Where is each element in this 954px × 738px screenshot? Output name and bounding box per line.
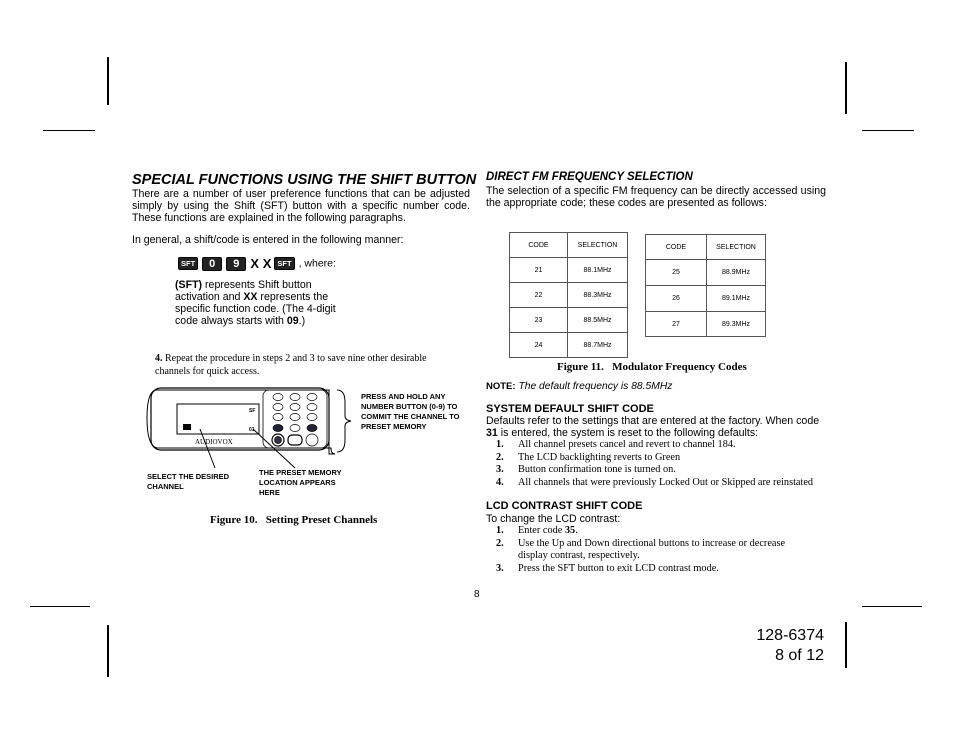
list-item-number: 1.: [496, 525, 504, 536]
list-item-number: 4.: [496, 476, 504, 488]
crop-mark: [845, 622, 847, 668]
lcd-contrast-list: [486, 525, 806, 575]
list-item: [486, 477, 831, 490]
list-item-end: .: [575, 525, 578, 536]
table-cell: 88.3MHz: [568, 283, 628, 308]
table-cell: 88.1MHz: [568, 258, 628, 283]
where-text: , where:: [298, 257, 336, 270]
table-cell: 24: [510, 333, 568, 358]
lcd-code: 35: [564, 525, 576, 536]
crop-mark: [107, 625, 109, 677]
sft-key-icon: SFT: [274, 257, 294, 270]
explain-xx: XX: [243, 291, 258, 303]
list-item-text: Use the Up and Down directional buttons to increase or decrease display contrast, respectively.: [518, 537, 786, 562]
frequency-table-2: [645, 234, 766, 337]
table-cell: 88.7MHz: [568, 333, 628, 358]
figure-11-caption: Figure 11. Modulator Frequency Codes: [557, 361, 747, 373]
note-line: [486, 381, 672, 392]
table-cell: 88.5MHz: [568, 308, 628, 333]
step-4: [155, 352, 455, 378]
sys-code: 31: [486, 427, 498, 439]
zero-key-icon: 0: [202, 257, 222, 271]
intro-paragraph: There are a number of user preference functions that can be adjusted simply by using the Shift (SFT) button with a specific number code. These functions are explained in the following paragraphs.: [132, 188, 470, 224]
explain-sft: (SFT): [175, 279, 203, 291]
explain-paragraph: [175, 279, 345, 327]
list-item: [486, 538, 806, 563]
sys-text-a: Defaults refer to the settings that are entered at the factory. When code: [486, 415, 820, 427]
nine-key-icon: 9: [226, 257, 246, 271]
crop-mark: [845, 62, 847, 114]
svg-text:01: 01: [249, 427, 255, 433]
xx-placeholder: X X: [250, 256, 272, 271]
section-title-fm: DIRECT FM FREQUENCY SELECTION: [486, 171, 693, 183]
fm-paragraph: The selection of a specific FM frequency can be directly accessed using the appropriate code; these codes are presented as follows:: [486, 185, 826, 209]
list-item-text: All channels that were previously Locked Out or Skipped are reinstated: [518, 476, 814, 488]
note-label: NOTE:: [486, 381, 516, 392]
table-cell: 89.1MHz: [707, 286, 766, 312]
table-cell: 21: [510, 258, 568, 283]
system-default-paragraph: [486, 415, 826, 439]
sys-text-b: is entered, the system is reset to the following defaults:: [497, 427, 759, 439]
list-item: [486, 452, 831, 465]
list-item-text: Button confirmation tone is turned on.: [518, 464, 676, 476]
list-item-text: The LCD backlighting reverts to Green: [518, 451, 681, 463]
figure-10-caption: Figure 10. Setting Preset Channels: [210, 514, 378, 526]
explain-t2: represents the specific function code. (The 4-digit code always starts with: [175, 291, 336, 327]
lcd-contrast-paragraph: To change the LCD contrast:: [486, 513, 621, 525]
crop-mark: [30, 606, 90, 607]
preset-location-annotation: THE PRESET MEMORY LOCATION APPEARS HERE: [259, 468, 342, 497]
general-paragraph: In general, a shift/code is entered in the following manner:: [132, 234, 404, 246]
sheet-count: 8 of 12: [775, 647, 824, 664]
table-header-selection: SELECTION: [568, 233, 628, 258]
system-default-title: SYSTEM DEFAULT SHIFT CODE: [486, 403, 654, 415]
crop-mark: [862, 606, 922, 607]
step-4-text: Repeat the procedure in steps 2 and 3 to save nine other desirable channels for quick access.: [155, 353, 427, 377]
step-4-number: 4.: [155, 353, 163, 364]
list-item-text: Enter code: [518, 525, 565, 536]
list-item: [486, 464, 831, 477]
list-item-number: 3.: [496, 464, 504, 476]
svg-text:SF: SF: [249, 408, 256, 414]
table-cell: 89.3MHz: [707, 312, 766, 337]
sft-key-icon: SFT: [178, 257, 198, 270]
table-cell: 22: [510, 283, 568, 308]
frequency-table-1: [509, 232, 628, 358]
list-item: [486, 525, 806, 538]
system-default-list: [486, 439, 831, 489]
crop-mark: [862, 130, 914, 131]
table-cell: 25: [646, 260, 707, 286]
keypad-buttons: [272, 394, 318, 447]
doc-number: 128-6374: [756, 627, 824, 644]
shift-sequence: [178, 256, 336, 271]
explain-code: 09: [286, 315, 299, 327]
list-item-number: 1.: [496, 439, 504, 450]
lcd-contrast-title: LCD CONTRAST SHIFT CODE: [486, 500, 643, 512]
table-header-selection: SELECTION: [707, 235, 766, 260]
list-item-number: 2.: [496, 537, 504, 549]
list-item-text: All channel presets cancel and revert to channel 184.: [518, 439, 736, 450]
select-channel-annotation: SELECT THE DESIRED CHANNEL: [147, 472, 230, 491]
crop-mark: [43, 130, 95, 131]
table-cell: 88.9MHz: [707, 260, 766, 286]
table-cell: 26: [646, 286, 707, 312]
table-header-code: CODE: [510, 233, 568, 258]
list-item: [486, 439, 831, 452]
press-hold-annotation: PRESS AND HOLD ANY NUMBER BUTTON (0-9) TO COMMIT THE CHANNEL TO PRESET MEMORY: [361, 392, 460, 431]
device-brand: AUDIOVOX: [195, 438, 233, 446]
note-text: The default frequency is 88.5MHz: [518, 381, 673, 392]
table-header-code: CODE: [646, 235, 707, 260]
crop-mark: [107, 57, 109, 105]
table-cell: 27: [646, 312, 707, 337]
section-title-shift: SPECIAL FUNCTIONS USING THE SHIFT BUTTON: [132, 172, 477, 188]
table-cell: 23: [510, 308, 568, 333]
explain-t3: .): [298, 315, 306, 327]
page-number: 8: [474, 589, 480, 600]
list-item-text: Press the SFT button to exit LCD contrast mode.: [518, 562, 719, 574]
list-item-number: 2.: [496, 451, 504, 463]
list-item-number: 3.: [496, 562, 504, 574]
list-item: [486, 563, 806, 576]
explain-t1: represents Shift button activation and: [175, 279, 312, 303]
